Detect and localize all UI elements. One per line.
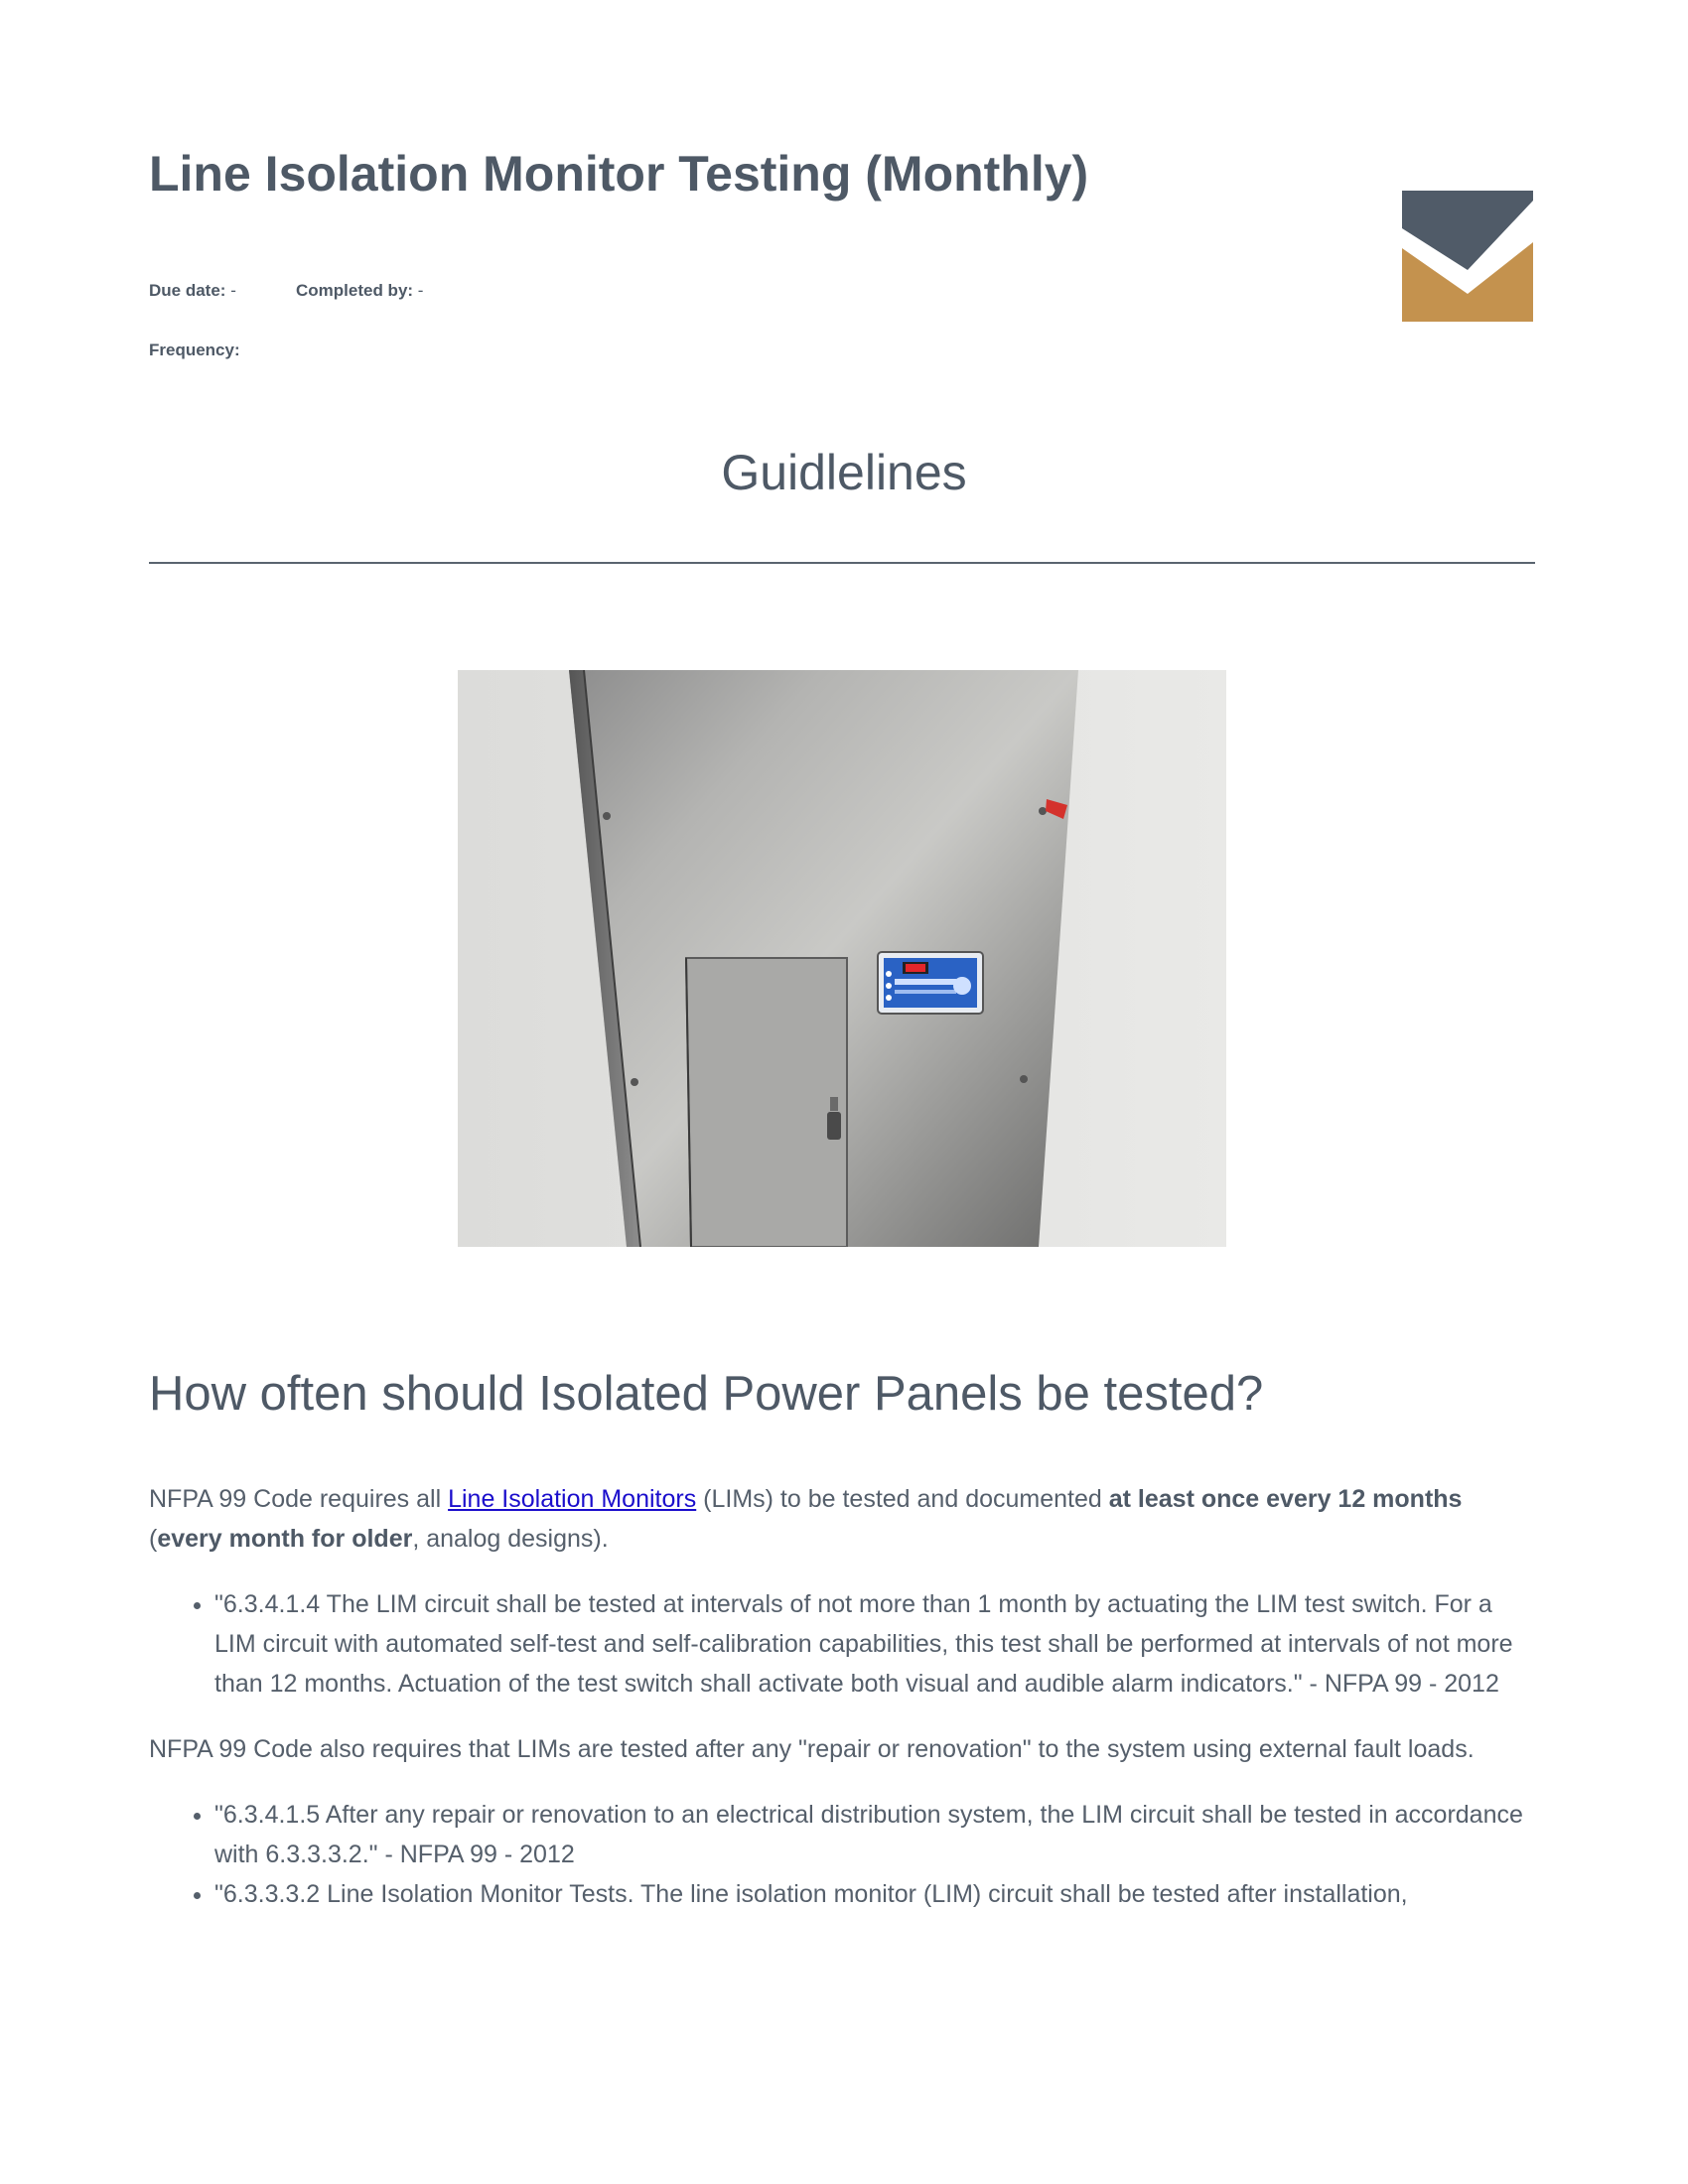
p1-bold-interval: at least once every 12 months — [1108, 1485, 1463, 1513]
guidelines-heading: Guidlelines — [721, 445, 967, 500]
list-item: • "6.3.3.3.2 Line Isolation Monitor Tests. The line isolation monitor (LIM) circuit shall be tested after installation, — [214, 1874, 1539, 1914]
renovation-paragraph: NFPA 99 Code also requires that LIMs are tested after any "repair or renovation" to the system using external fault loads. — [149, 1735, 1475, 1763]
section-divider — [149, 562, 1535, 564]
list-item: • "6.3.4.1.5 After any repair or renovation to an electrical distribution system, the LIM circuit shall be tested in accordance with 6.3.3.3.2." - NFPA 99 - 2012 — [214, 1795, 1539, 1874]
section-heading: How often should Isolated Power Panels be tested? — [149, 1367, 1264, 1421]
quote-list-1 — [149, 1584, 1539, 1704]
checkmark-logo-icon — [1402, 191, 1533, 322]
p1-text-b: (LIMs) to be tested and documented — [696, 1485, 1109, 1513]
panel-photo — [458, 670, 1226, 1247]
p1-bold-older: every month for older — [157, 1525, 413, 1553]
p1-text-c: ( — [149, 1525, 158, 1553]
frequency-field — [149, 341, 240, 360]
due-date-field — [149, 281, 236, 301]
completed-by-value: - — [417, 281, 424, 300]
intro-paragraph — [149, 1479, 1539, 1559]
due-date-label: Due date: — [149, 281, 226, 300]
completed-by-field — [296, 281, 423, 301]
due-date-value: - — [230, 281, 236, 300]
list-item: • "6.3.4.1.4 The LIM circuit shall be tested at intervals of not more than 1 month by actuating the LIM test switch. For a LIM circuit with automated self-test and self-calibration capabilities, this test shall be performed at intervals of not more than 12 months. Actuation of the test switch shall activate both visual and audible alarm indicators." - NFPA 99 - 2012 — [214, 1584, 1539, 1704]
completed-by-label: Completed by: — [296, 281, 414, 300]
p1-text-d: , analog designs). — [412, 1525, 609, 1553]
p1-text-a: NFPA 99 Code requires all — [149, 1485, 449, 1513]
line-isolation-monitors-link[interactable]: Line Isolation Monitors — [448, 1485, 697, 1513]
section-body — [149, 1479, 1539, 1940]
frequency-label: Frequency: — [149, 341, 240, 359]
page-title: Line Isolation Monitor Testing (Monthly) — [149, 146, 1089, 202]
quote-list-2 — [149, 1795, 1539, 1914]
